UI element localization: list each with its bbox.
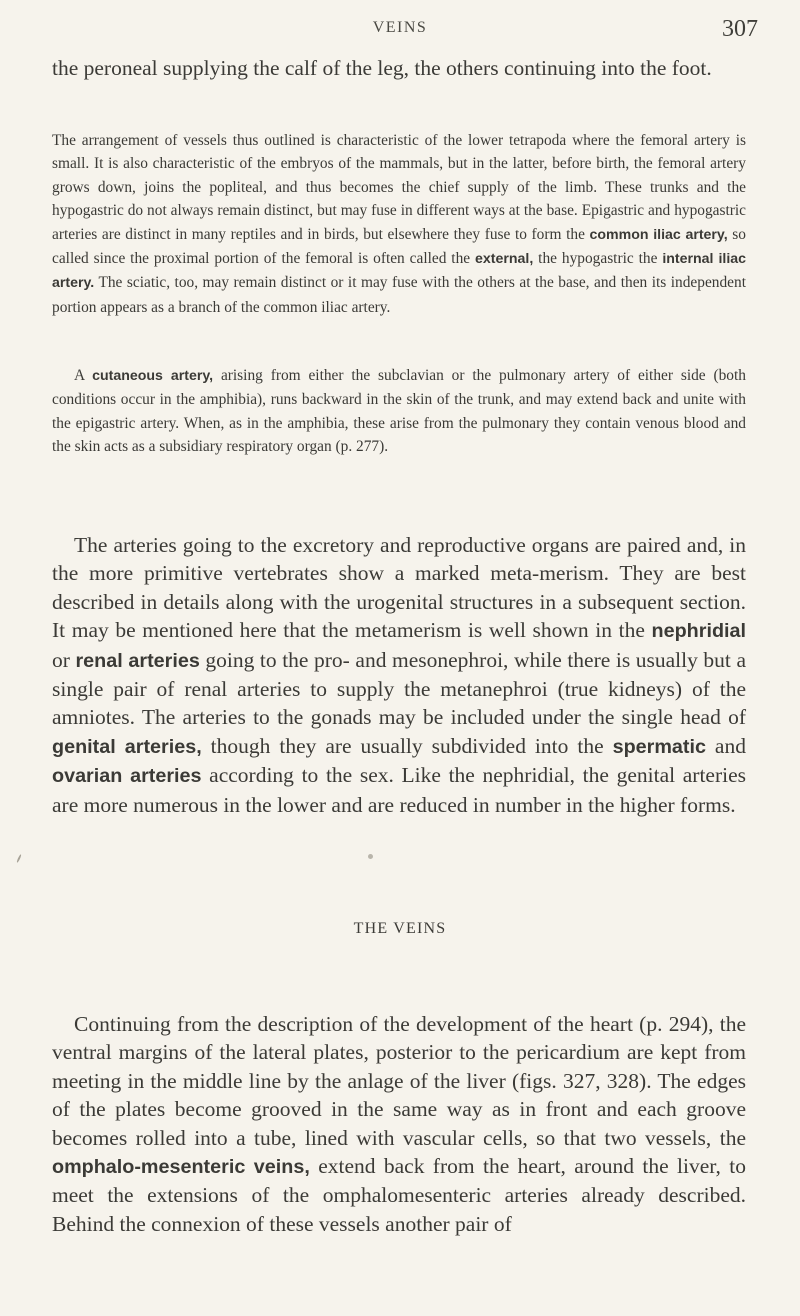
text-run: The arrangement of vessels thus outlined is characteristic of the lower tetrapoda where the femoral artery is small. It is also characteristic of the embryos of the mammals, but in the latter, before birth, the femoral artery grows down, joins the popliteal, and thus becomes the chief supply of the limb. These trunks and the hypogastric do not always remain distinct, but may fuse in different ways at the base. Epigastric and hypogastric arteries are distinct in many reptiles and in birds, but elsewhere they fuse to form the [52,132,746,243]
paragraph-arrangement [52,129,746,319]
running-head [0,16,800,44]
paragraph-veins-development [52,1010,746,1238]
paragraph-excretory-arteries [52,531,746,819]
section-heading: THE VEINS [353,920,447,937]
text-run: The sciatic, too, may remain distinct or it may fuse with the others at the base, and then its independent portion appears as a branch of the common iliac artery. [52,274,746,316]
text-run: and [705,733,746,758]
term-internal-iliac-artery: internal iliac artery. [52,251,746,292]
term-spermatic: spermatic [612,735,706,758]
text-run: Continuing from the description of the development of the heart (p. 294), the ventral margins of the lateral plates, posterior to the pericardium are kept from meeting in the middle line by the anlage of the liver (figs. 327, 328). The edges of the plates become grooved in the same way as in front and each groove becomes rolled into a tube, lined with vascular cells, so that two vessels, the [52,1012,746,1150]
text-run: so called since the proximal portion of the femoral is often called the [52,225,746,268]
text-run: according to the sex. Like the nephridial, the genital arteries are more numerous in the lower and are reduced in number in the higher forms. [52,763,747,817]
text-run: or [52,647,76,672]
paper-speck [16,854,22,863]
page-number: 307 [722,16,758,42]
term-omphalomesenteric-veins: omphalo-mesenteric veins, [52,1156,310,1179]
text-run: extend back from the heart, around the liver, to meet the extensions of the omphalomesenteric arteries already described. Behind the connexion of these vessels another pair of [52,1154,746,1236]
text-run: arising from either the subclavian or the pulmonary artery of either side (both conditions occur in the amphibia), runs backward in the skin of the trunk, and may extend back and unite with the epigastric artery. When, as in the amphibia, these arise from the pulmonary they contain venous blood and the skin acts as a subsidiary respiratory organ (p. 277). [52,367,746,456]
term-ovarian-arteries: ovarian arteries [52,765,202,788]
running-title: VEINS [372,19,428,36]
text-run: the hypogastric the [533,250,663,268]
paragraph-peroneal: the peroneal supplying the calf of the leg, the others continuing into the foot. [52,56,712,80]
text-run: going to the pro- and mesonephroi, while there is usually but a single pair of renal arteries to supply the metanephroi (true kidneys) of the amniotes. The arteries to the gonads may be included under the single head of [52,647,746,730]
term-genital-arteries: genital arteries, [52,735,202,758]
text-run: The arteries going to the excretory and reproductive organs are paired and, in the more primitive vertebrates show a marked meta-merism. They are best described in details along with the urogenital structures in a subsequent section. It may be mentioned here that the metamerism is well shown in the [52,533,746,643]
text-run: A [74,367,93,384]
term-common-iliac-artery: common iliac artery, [589,226,728,243]
term-cutaneous-artery: cutaneous artery, [92,368,214,384]
term-nephridial: nephridial [651,620,746,643]
term-renal-arteries: renal arteries [75,649,200,672]
paragraph-cutaneous [52,364,746,459]
term-external: external, [475,251,534,268]
text-run: though they are usually subdivided into the [201,733,613,758]
paper-speck [368,854,373,859]
